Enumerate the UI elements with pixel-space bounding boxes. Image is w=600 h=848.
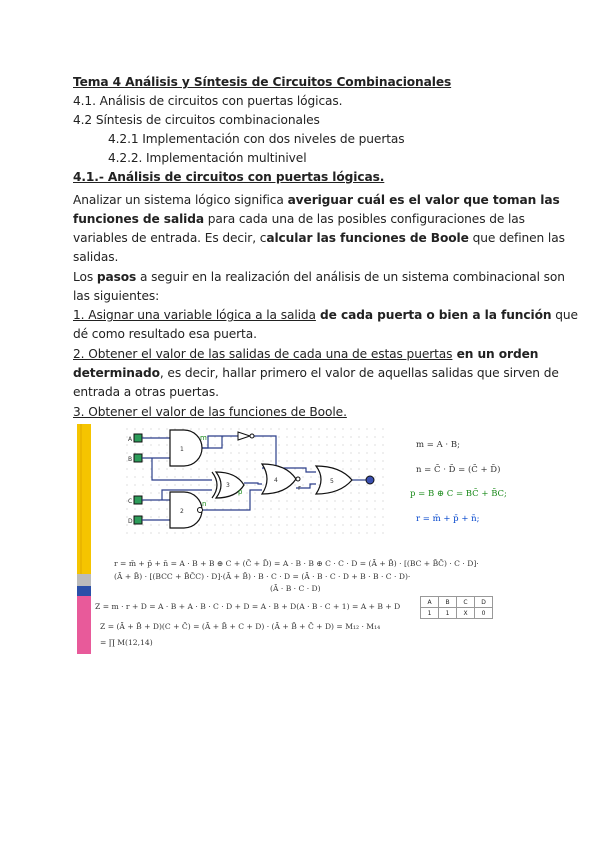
step-3: 3. Obtener el valor de las funciones de Boole.: [73, 405, 347, 419]
section-title: 4.1.- Análisis de circuitos con puertas lógicas.: [73, 170, 385, 184]
step-1: 1. Asignar una variable lógica a la salida de cada puerta o bien a la función que: [73, 308, 578, 322]
wire-label-m: m: [200, 434, 207, 442]
equation-r: r = m̄ + p̄ + n̄;: [416, 514, 480, 524]
toc-subitem: 4.2.1 Implementación con dos niveles de puertas: [108, 132, 405, 146]
toc-subitem: 4.2.2. Implementación multinivel: [108, 151, 307, 165]
truth-cell: 0: [475, 608, 493, 619]
wire-label-p: p: [238, 488, 243, 496]
input-label-d: D: [128, 518, 133, 525]
pencil-decoration: [73, 424, 95, 654]
equation-z-2: Z = (Ā + B̄ + D)(C + C̄) = (Ā + B̄ + C + D) · (Ā + B̄ + C̄ + D) = M₁₂ · M₁₄: [100, 622, 381, 631]
truth-header: D: [475, 597, 493, 608]
gate-label: 5: [330, 478, 334, 485]
equation-z-3: = ∏ M(12,14): [100, 638, 153, 647]
gate-label: 4: [274, 477, 278, 484]
input-label-b: B: [128, 456, 133, 463]
equation-n: n = C̄ · D̄ = (C̄ + D̄): [416, 465, 501, 475]
truth-cell: X: [457, 608, 475, 619]
gate-label: 1: [180, 446, 184, 453]
step-1-cont: dé como resultado esa puerta.: [73, 327, 257, 341]
logic-circuit-diagram: [126, 428, 386, 540]
wire-label-n: n: [202, 500, 207, 508]
step-2-cont: determinado, es decir, hallar primero el valor de aquellas salidas que sirven de: [73, 366, 559, 380]
equation-p: p = B ⊕ C = BC̄ + B̄C;: [410, 489, 507, 499]
gate-label: 3: [226, 482, 230, 489]
doc-heading: Tema 4 Análisis y Síntesis de Circuitos Combinacionales: [73, 75, 452, 89]
truth-table: [420, 596, 493, 619]
wire-label-r: r: [298, 484, 301, 492]
equation-z-1: Z = m · r + D = A · B + A · B · C · D + D = A · B + D(A · B · C + 1) = A + B + D: [95, 602, 401, 611]
toc-item: 4.1. Análisis de circuitos con puertas lógicas.: [73, 94, 343, 108]
input-label-c: C: [128, 498, 133, 505]
input-label-a: A: [128, 436, 133, 443]
truth-cell: 1: [439, 608, 457, 619]
equation-r-expand-2: (Ā + B̄) · [(BCC + B̄C̄C) · D]·(Ā + B̄) · B · C · D = (Ā · B · C · D + B · B · C · D)·: [114, 572, 411, 581]
step-2-cont: entrada a otras puertas.: [73, 385, 219, 399]
paragraph-line: variables de entrada. Es decir, calcular las funciones de Boole que definen las: [73, 231, 565, 245]
equation-m: m = A · B;: [416, 440, 460, 450]
paragraph-line: salidas.: [73, 250, 119, 264]
toc-item: 4.2 Síntesis de circuitos combinacionales: [73, 113, 320, 127]
truth-header: B: [439, 597, 457, 608]
paragraph-line: Analizar un sistema lógico significa averiguar cuál es el valor que toman las: [73, 193, 560, 207]
paragraph-line: las siguientes:: [73, 289, 160, 303]
truth-cell: 1: [421, 608, 439, 619]
paragraph-line: Los pasos a seguir en la realización del análisis de un sistema combinacional son: [73, 270, 565, 284]
equation-r-expand-1: r = m̄ + p̄ + n̄ = A · B + B ⊕ C + (C̄ + D̄) = A · B · B ⊕ C · C · D = (Ā + B̄) · [(BC + B̄C̄) · C · D]·: [114, 559, 479, 568]
truth-header: C: [457, 597, 475, 608]
equation-r-expand-3: (Ā · B · C · D): [270, 584, 321, 593]
step-2: 2. Obtener el valor de las salidas de cada una de estas puertas en un orden: [73, 347, 539, 361]
paragraph-line: funciones de salida para cada una de las posibles configuraciones de las: [73, 212, 525, 226]
gate-label: 2: [180, 508, 184, 515]
truth-header: A: [421, 597, 439, 608]
